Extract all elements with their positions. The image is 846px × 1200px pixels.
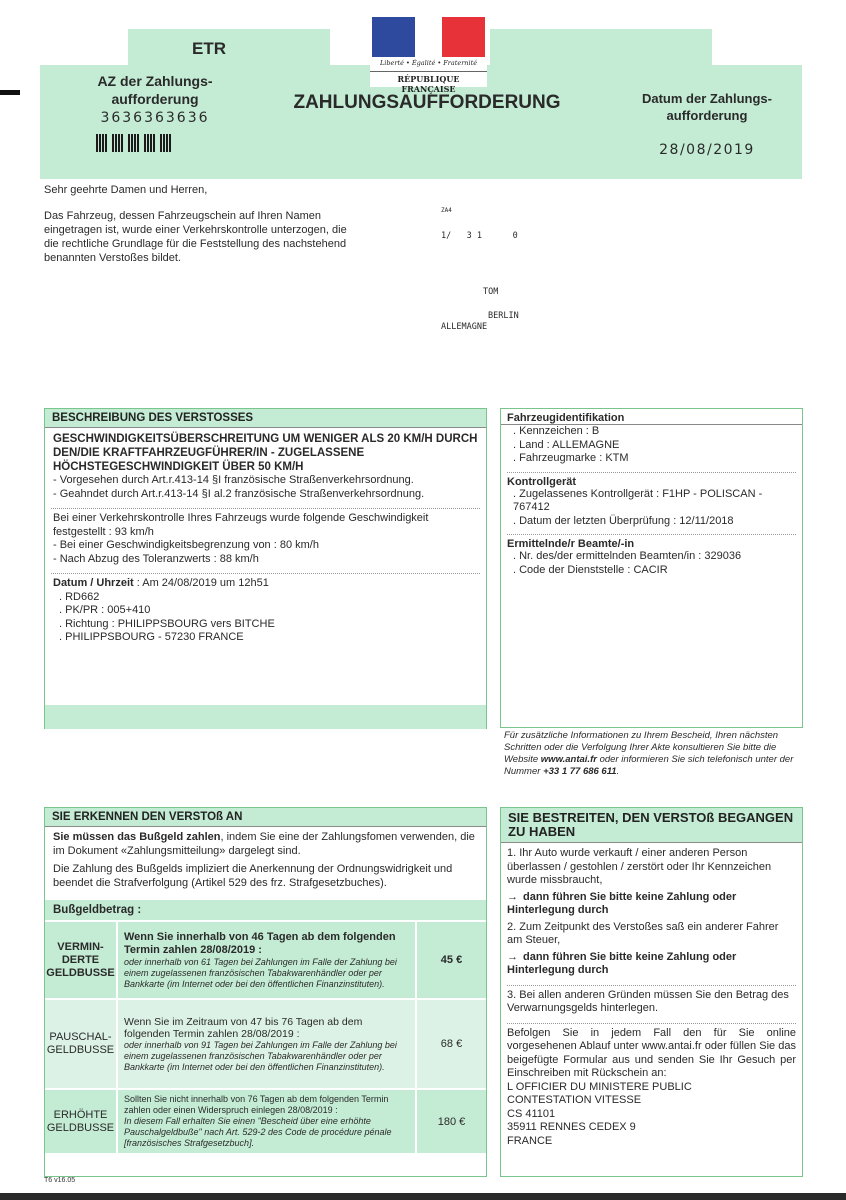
officer-number: . Nr. des/der ermittelnden Beamten/in : 329036 — [513, 550, 742, 562]
speed-after-tolerance: - Nach Abzug des Toleranzwerts : 88 km/h — [53, 552, 259, 565]
fine-row — [45, 999, 486, 1089]
fine-detail: In diesem Fall erhalten Sie einen "Bescheid über eine erhöhte Pauschalgeldbuße" nach Art. 529-2 des Code de procédure pénale [französisches Strafgesetzbuch]. — [124, 1116, 392, 1148]
fines-table — [45, 920, 486, 1153]
fine-amount: 68 € — [416, 999, 486, 1089]
fine-lead: Sollten Sie nicht innerhalb von 76 Tagen ab dem folgenden Termin zahlen oder einen Widerspruch einlegen 28/08/2019 : — [124, 1094, 389, 1115]
contest-case-1: 1. Ihr Auto wurde verkauft / einer anderen Person überlassen / gestohlen / zerstört oder Ihr Kennzeichen wurde missbraucht, — [507, 847, 772, 886]
header-tab-right — [490, 29, 712, 69]
logo-motto: Liberté • Égalité • Fraternité — [379, 59, 478, 67]
offense-heading: BESCHREIBUNG DES VERSTOSSES — [45, 409, 486, 428]
contest-case-2: 2. Zum Zeitpunkt des Verstoßes saß ein anderer Fahrer am Steuer, — [507, 920, 779, 946]
offense-legal-penalty: - Geahndet durch Art.r.413-14 §I al.2 französische Straßenverkehrsordnung. — [53, 487, 425, 500]
address-reference-line: 1/ 3 1 0 — [441, 231, 518, 241]
offense-legal-basis: - Vorgesehen durch Art.r.413-14 §I französische Straßenverkehrsordnung. — [53, 474, 414, 486]
fine-heading: Bußgeldbetrag : — [45, 900, 486, 920]
location-marker: . PK/PR : 005+410 — [59, 604, 151, 616]
contest-action-2 — [507, 951, 796, 978]
green-strip — [45, 705, 486, 729]
location-direction: . Richtung : PHILIPPSBOURG vers BITCHE — [59, 617, 275, 630]
etr-label: ETR — [192, 39, 226, 58]
contest-address-line: FRANCE — [507, 1134, 553, 1147]
divider — [507, 1023, 796, 1024]
intro-text: Das Fahrzeug, dessen Fahrzeugschein auf Ihren Namen eingetragen ist, wurde einer Verkehrskontrolle unterzogen, die die rechtliche Grundlage für die Feststellung des nachstehend benannten Verstoßes bildet. — [44, 210, 347, 264]
recipient-city: BERLIN — [488, 311, 519, 321]
flag-icon — [372, 17, 485, 57]
fine-amount: 180 € — [416, 1089, 486, 1153]
contest-address-line: CS 41101 — [507, 1107, 556, 1120]
device-last-check: . Datum der letzten Überprüfung : 12/11/2018 — [513, 514, 734, 527]
arrow-right-icon: → — [507, 950, 518, 963]
contest-address-line: 35911 RENNES CEDEX 9 — [507, 1121, 636, 1133]
fine-amount: 45 € — [416, 921, 486, 999]
acknowledge-p1-rest: , indem Sie eine der Zahlungsfomen verwenden, die im Dokument «Zahlungsmitteilung» dargelegt sind. — [53, 831, 475, 857]
contest-action-1 — [507, 891, 796, 918]
contest-case-3: 3. Bei allen anderen Gründen müssen Sie den Betrag des Verwarnungsgelds hinterlegen. — [507, 988, 789, 1014]
divider — [507, 985, 796, 986]
speed-limit: - Bei einer Geschwindigkeitsbegrenzung von : 80 km/h — [53, 539, 319, 551]
recipient-country: ALLEMAGNE — [441, 322, 488, 332]
divider — [51, 573, 480, 574]
phone-number: +33 1 77 686 611 — [543, 766, 617, 777]
divider — [507, 472, 796, 473]
info-text: . — [616, 766, 620, 777]
contest-instructions: Befolgen Sie in jedem Fall den für Sie online vorgesehenen Ablauf unter www.antai.fr oder füllen Sie das beigefügte Formular aus und senden Sie Ihr Gesuch per Einschreiben mit Rückschein an: — [507, 1026, 796, 1079]
datetime-value: : Am 24/08/2019 um 12h51 — [133, 577, 269, 589]
fine-detail: oder innerhalb von 91 Tagen bei Zahlungen im Falle der Zahlung bei einem zugelassenen französischen Tabakwarenhändler oder per Bankkarte (im Internet oder bei den öffentlichen Finanzinstituten). — [124, 1039, 397, 1072]
etr-tab — [128, 29, 330, 69]
info-note — [504, 730, 794, 778]
fine-lead: Wenn Sie im Zeitraum von 47 bis 76 Tagen ab dem folgenden Termin zahlen 28/08/2019 : — [124, 1015, 363, 1040]
az-label-line1: AZ der Zahlungs- — [97, 73, 213, 89]
republique-francaise-logo — [370, 17, 487, 94]
fine-row — [45, 1089, 486, 1153]
contest-heading: SIE BESTREITEN, DEN VERSTOß BEGANGEN ZU HABEN — [501, 808, 802, 843]
scan-mark — [0, 90, 20, 95]
offense-description-box — [44, 408, 487, 729]
contest-address-line: CONTESTATION VITESSE — [507, 1094, 642, 1106]
vehicle-country: . Land : ALLEMAGNE — [513, 438, 620, 451]
barcode-icon — [96, 134, 206, 152]
vehicle-info-box — [500, 408, 803, 728]
address-code: ZA4 — [441, 207, 452, 214]
fine-detail: oder innerhalb von 61 Tagen bei Zahlungen im Falle der Zahlung bei einem zugelassenen französischen Tabakwarenhändler oder per Bankkarte (im Internet oder bei den öffentlichen Finanzinstituten). — [124, 956, 397, 989]
contest-action-2-text: dann führen Sie bitte keine Zahlung oder Hinterlegung durch — [507, 950, 737, 976]
fine-row — [45, 921, 486, 999]
fine-label: ERHÖHTE GELDBUSSE — [45, 1089, 117, 1153]
page-title: ZAHLUNGSAUFFORDERUNG — [293, 92, 561, 113]
device-model: . Zugelassenes Kontrollgerät : F1HP - POLISCAN - 767412 — [513, 487, 763, 513]
officer-heading: Ermittelnde/r Beamte/-in — [507, 538, 635, 550]
az-label — [60, 72, 250, 108]
greeting: Sehr geehrte Damen und Herren, — [44, 184, 208, 196]
divider — [51, 508, 480, 509]
acknowledge-box — [44, 807, 487, 1177]
date-label-line2: aufforderung — [666, 108, 748, 123]
form-version: T6 v16.05 — [44, 1177, 76, 1184]
contest-address-line: L OFFICIER DU MINISTERE PUBLIC — [507, 1080, 692, 1093]
az-number: 3636363636 — [100, 110, 210, 126]
acknowledge-p2: Die Zahlung des Bußgelds impliziert die Anerkennung der Ordnungswidrigkeit und beendet die Strafverfolgung (Artikel 529 des frz. Strafgesetzbuches). — [53, 863, 453, 889]
divider — [507, 534, 796, 535]
offense-datetime — [53, 577, 478, 591]
device-heading: Kontrollgerät — [507, 475, 577, 488]
date-value: 28/08/2019 — [659, 142, 755, 158]
vehicle-heading: Fahrzeugidentifikation — [501, 412, 802, 425]
contest-action-1-text: dann führen Sie bitte keine Zahlung oder Hinterlegung durch — [507, 890, 737, 916]
datetime-label: Datum / Uhrzeit — [53, 577, 134, 589]
date-label — [612, 90, 802, 124]
recipient-name: TOM — [483, 287, 499, 297]
date-label-line1: Datum der Zahlungs- — [641, 91, 772, 106]
contest-box — [500, 807, 803, 1177]
info-text: Für zusätzliche Informationen zu Ihrem Bescheid, Ihren nächsten Schritten oder die Verfolgung Ihrer Akte konsultieren Sie bitte die Website — [504, 730, 779, 765]
location-town: . PHILIPPSBOURG - 57230 FRANCE — [59, 631, 244, 643]
website-link[interactable]: www.antai.fr — [540, 754, 597, 765]
location-road: . RD662 — [59, 590, 100, 603]
fine-label: VERMIN-DERTE GELDBUSSE — [45, 921, 117, 999]
acknowledge-heading: SIE ERKENNEN DEN VERSTOß AN — [45, 808, 486, 827]
arrow-right-icon: → — [507, 890, 518, 903]
vehicle-plate: . Kennzeichen : B — [513, 425, 600, 437]
fine-description — [117, 921, 416, 999]
office-code: . Code der Dienststelle : CACIR — [513, 563, 668, 576]
fine-label: PAUSCHAL-GELDBUSSE — [45, 999, 117, 1089]
acknowledge-p1-bold: Sie müssen das Bußgeld zahlen — [53, 831, 221, 843]
az-label-line2: aufforderung — [111, 91, 199, 107]
scan-edge — [0, 1193, 846, 1200]
acknowledge-p1 — [53, 831, 478, 858]
fine-description — [117, 999, 416, 1089]
fine-description — [117, 1089, 416, 1153]
logo-name: RÉPUBLIQUE FRANÇAISE — [370, 71, 487, 94]
fine-lead: Wenn Sie innerhalb von 46 Tagen ab dem folgenden Termin zahlen 28/08/2019 : — [124, 930, 396, 956]
offense-title: GESCHWINDIGKEITSÜBERSCHREITUNG UM WENIGER ALS 20 KM/H DURCH DEN/DIE KRAFTFAHRZEUGFÜHRER/IN - ZUGELASSENE HÖCHSTEGESCHWINDIGKEIT ÜBER 50 KM/H — [53, 433, 478, 473]
info-text: oder informieren Sie sich telefonisch unter der Nummer — [504, 754, 794, 777]
vehicle-make: . Fahrzeugmarke : KTM — [513, 452, 629, 464]
measured-speed: Bei einer Verkehrskontrolle Ihres Fahrzeugs wurde folgende Geschwindigkeit festgestellt : 93 km/h — [53, 512, 429, 538]
